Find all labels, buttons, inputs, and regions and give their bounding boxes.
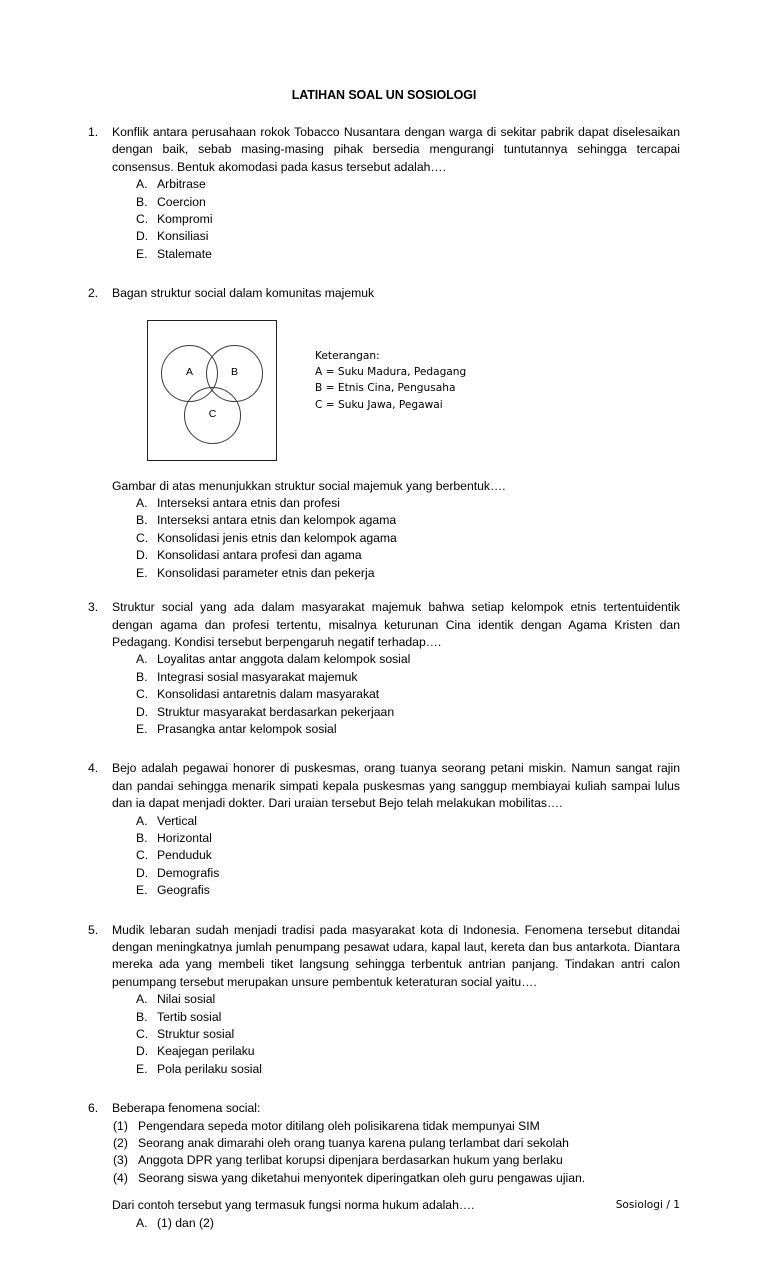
option-label: Coercion: [157, 194, 206, 209]
question-1-text: Konflik antara perusahaan rokok Tobacco Nusantara dengan warga di sekitar pabrik dapat diselesaikan dengan baik, sebab masing-masing pihak bersedia mengurangi tuntutannya sehingga tercapai consensus. Bentuk akomodasi pada kasus tersebut adalah….: [112, 125, 680, 174]
option-label: Demografis: [157, 865, 220, 880]
option-label: Horizontal: [157, 830, 212, 845]
option-c[interactable]: [136, 847, 680, 864]
page-title: LATIHAN SOAL UN SOSIOLOGI: [291, 88, 477, 102]
question-2-options: [88, 495, 680, 582]
option-e[interactable]: [136, 721, 680, 738]
option-label: Vertical: [157, 813, 197, 828]
spacer: [88, 263, 680, 285]
option-d[interactable]: [136, 228, 680, 245]
diagram-frame: [147, 320, 277, 461]
question-2-row: [88, 285, 680, 302]
subitem-label: Seorang anak dimarahi oleh orang tuanya karena pulang terlambat dari sekolah: [138, 1136, 569, 1151]
question-3-options: [88, 651, 680, 738]
question-3-text: Struktur social yang ada dalam masyarakat majemuk bahwa setiap kelompok etnis tertentuidentik dengan agama dan profesi tertentu, misalnya keturunan Cina identik dengan Agama Kristen dan Pedagang. Kondisi tersebut berpengaruh negatif terhadap….: [112, 600, 680, 649]
circle-b-label: B: [230, 366, 238, 379]
circle-a-label: A: [185, 366, 193, 379]
question-4-options: [88, 813, 680, 900]
option-key: A.: [136, 652, 148, 667]
subitem-key: (3): [113, 1153, 128, 1168]
option-key: B.: [136, 513, 148, 528]
option-e[interactable]: [136, 246, 680, 263]
option-b[interactable]: [136, 830, 680, 847]
option-label: Konsolidasi antaretnis dalam masyarakat: [157, 687, 380, 702]
option-d[interactable]: [136, 704, 680, 721]
legend-line-b: B = Etnis Cina, Pengusaha: [315, 382, 456, 395]
circle-c-label: C: [208, 408, 217, 421]
subitem-label: Anggota DPR yang terlibat korupsi dipenjara berdasarkan hukum yang berlaku: [138, 1153, 563, 1168]
option-d[interactable]: [136, 547, 680, 564]
option-label: Pola perilaku sosial: [157, 1061, 263, 1076]
question-6-prompt-row: [88, 1197, 680, 1214]
option-label: Tertib sosial: [157, 1009, 222, 1024]
option-c[interactable]: [136, 211, 680, 228]
option-key: D.: [136, 229, 149, 244]
page-footer: Sosiologi / 1: [615, 1199, 680, 1211]
subitem-label: Pengendara sepeda motor ditilang oleh polisikarena tidak mempunyai SIM: [138, 1118, 540, 1133]
option-key: D.: [136, 704, 149, 719]
option-key: A.: [136, 992, 148, 1007]
option-label: Kompromi: [157, 212, 213, 227]
option-key: A.: [136, 496, 148, 511]
option-key: C.: [136, 1027, 149, 1042]
option-key: A.: [136, 177, 148, 192]
spacer: [88, 1078, 680, 1100]
option-label: Nilai sosial: [157, 992, 216, 1007]
option-key: E.: [136, 1061, 148, 1076]
option-a[interactable]: [136, 813, 680, 830]
option-key: D.: [136, 548, 149, 563]
subitem-label: Seorang siswa yang diketahui menyontek diperingatkan oleh guru pengawas ujian.: [138, 1170, 586, 1185]
option-label: Struktur masyarakat berdasarkan pekerjaan: [157, 704, 395, 719]
option-a[interactable]: [136, 176, 680, 193]
question-2-prompt: Gambar di atas menunjukkan struktur social majemuk yang berbentuk….: [112, 478, 506, 493]
question-2-prompt-row: [88, 478, 680, 495]
subitem-3: [113, 1152, 680, 1169]
question-5-row: [88, 922, 680, 992]
question-6-row: [88, 1100, 680, 1117]
option-label: Integrasi sosial masyarakat majemuk: [157, 669, 358, 684]
question-5: [88, 922, 680, 1079]
option-label: Konsolidasi antara profesi dan agama: [157, 548, 362, 563]
option-key: D.: [136, 1044, 149, 1059]
option-key: C.: [136, 687, 149, 702]
question-6-subitems: [88, 1118, 680, 1188]
question-6-number: 6.: [88, 1101, 99, 1116]
option-label: Konsolidasi jenis etnis dan kelompok agama: [157, 530, 397, 545]
option-label: Struktur sosial: [157, 1027, 235, 1042]
question-6: [88, 1100, 680, 1232]
subitem-key: (4): [113, 1170, 128, 1185]
legend-title: Keterangan:: [315, 349, 380, 362]
subitem-1: [113, 1118, 680, 1135]
question-5-number: 5.: [88, 922, 99, 937]
subitem-2: [113, 1135, 680, 1152]
question-2-text: Bagan struktur social dalam komunitas majemuk: [112, 286, 375, 301]
option-label: Penduduk: [157, 848, 212, 863]
option-label: Loyalitas antar anggota dalam kelompok sosial: [157, 652, 411, 667]
question-1-number: 1.: [88, 125, 99, 139]
option-a[interactable]: [136, 1215, 680, 1232]
option-key: A.: [136, 813, 148, 828]
option-key: A.: [136, 1215, 148, 1230]
option-key: E.: [136, 883, 148, 898]
option-label: Interseksi antara etnis dan profesi: [157, 496, 340, 511]
question-6-text: Beberapa fenomena social:: [112, 1101, 261, 1116]
option-label: Stalemate: [157, 246, 212, 261]
option-key: E.: [136, 246, 148, 261]
option-e[interactable]: [136, 882, 680, 899]
option-key: B.: [136, 669, 148, 684]
option-a[interactable]: [136, 495, 680, 512]
question-3: [88, 599, 680, 738]
option-label: Prasangka antar kelompok sosial: [157, 721, 337, 736]
option-key: C.: [136, 848, 149, 863]
question-5-text: Mudik lebaran sudah menjadi tradisi pada masyarakat kota di Indonesia. Fenomena tersebut ditandai dengan meningkatnya jumlah penumpang pesawat udara, kapal laut, kereta dan bus antarkota. Diantara mereka ada yang membeli tiket langsung sehingga terbentuk antrian panjang. Tindakan antri calon penumpang tersebut merupakan unsure pembentuk keteraturan social yaitu….: [112, 922, 680, 989]
option-label: Konsiliasi: [157, 229, 209, 244]
subitem-key: (1): [113, 1118, 128, 1133]
circle-c: [184, 387, 241, 444]
question-6-options: [88, 1215, 680, 1232]
spacer: [88, 582, 680, 599]
question-2-number: 2.: [88, 286, 99, 301]
question-5-options: [88, 991, 680, 1078]
option-label: Konsolidasi parameter etnis dan pekerja: [157, 565, 375, 580]
spacer: [88, 1187, 680, 1197]
question-3-number: 3.: [88, 600, 99, 615]
spacer: [88, 900, 680, 922]
option-key: B.: [136, 194, 148, 209]
option-d[interactable]: [136, 865, 680, 882]
option-c[interactable]: [136, 686, 680, 703]
question-4: [88, 760, 680, 899]
option-key: C.: [136, 212, 149, 227]
option-label: Interseksi antara etnis dan kelompok agama: [157, 513, 397, 528]
option-label: (1) dan (2): [157, 1215, 214, 1230]
spacer: [88, 738, 680, 760]
question-3-row: [88, 599, 680, 651]
option-b[interactable]: [136, 669, 680, 686]
question-1-row: [88, 124, 680, 176]
option-d[interactable]: [136, 1043, 680, 1060]
spacer: [88, 461, 680, 478]
option-a[interactable]: [136, 651, 680, 668]
option-key: C.: [136, 530, 149, 545]
subitem-4: [113, 1170, 680, 1187]
option-c[interactable]: [136, 1026, 680, 1043]
option-label: Geografis: [157, 883, 210, 898]
option-key: D.: [136, 865, 149, 880]
option-label: Arbitrase: [157, 177, 206, 192]
question-6-prompt: Dari contoh tersebut yang termasuk fungsi norma hukum adalah….: [112, 1198, 475, 1213]
option-e[interactable]: [136, 1061, 680, 1078]
option-key: B.: [136, 830, 148, 845]
option-key: E.: [136, 721, 148, 736]
option-a[interactable]: [136, 991, 680, 1008]
option-key: B.: [136, 1009, 148, 1024]
legend-line-c: C = Suku Jawa, Pegawai: [315, 398, 443, 411]
question-1-options: [88, 176, 680, 263]
question-4-number: 4.: [88, 761, 99, 776]
option-e[interactable]: [136, 565, 680, 582]
question-2: [88, 285, 680, 582]
question-4-text: Bejo adalah pegawai honorer di puskesmas, orang tuanya seorang petani miskin. Namun sangat rajin dan pandai sehingga menarik simpati kepala puskesmas yang sanggup membiayai kuliah sampai lulus dan ia dapat menjadi dokter. Dari uraian tersebut Bejo telah melakukan mobilitas….: [112, 761, 680, 811]
option-c[interactable]: [136, 530, 680, 547]
subitem-key: (2): [113, 1136, 128, 1151]
question-1: [88, 124, 680, 263]
diagram-legend: [315, 320, 466, 414]
question-4-row: [88, 760, 680, 812]
option-b[interactable]: [136, 1009, 680, 1026]
legend-line-a: A = Suku Madura, Pedagang: [315, 366, 467, 379]
social-structure-diagram: [147, 320, 680, 461]
option-b[interactable]: [136, 194, 680, 211]
page-content: [88, 88, 680, 1232]
option-key: E.: [136, 565, 148, 580]
option-b[interactable]: [136, 512, 680, 529]
option-label: Keajegan perilaku: [157, 1044, 255, 1059]
